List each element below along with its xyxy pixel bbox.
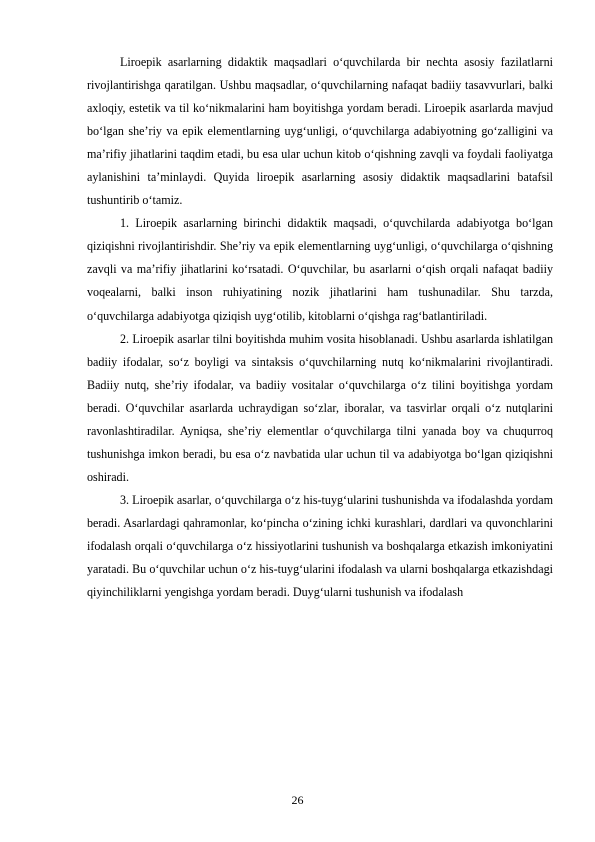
paragraph-intro: Liroepik asarlarning didaktik maqsadlari o‘quvchilarda bir nechta asosiy fazilatlarni rivojlantirishga qaratilgan. Ushbu maqsadlar, o‘quvchilarning nafaqat badiiy tasavvurlari, balki axloqiy, estetik va til ko‘nikmalarini ham boyitishga yordam beradi. Liroepik asarlarda mavjud bo‘lgan she’riy va epik elementlarning uyg‘unligi, o‘quvchilarga adabiyotning go‘zalligini va ma’rifiy jihatlarini taqdim etadi, bu esa ular uchun kitob o‘qishning zavqli va foydali faoliyatga aylanishini ta’minlaydi. Quyida liroepik asarlarning asosiy didaktik maqsadlarini batafsil tushuntirib o‘tamiz.: [87, 55, 553, 208]
paragraph-goal-2: 2. Liroepik asarlar tilni boyitishda muhim vosita hisoblanadi. Ushbu asarlarda ishlatilgan badiiy ifodalar, so‘z boyligi va sintaksis o‘quvchilarning nutq ko‘nikmalarini rivojlantiradi. Badiiy nutq, she’riy ifodalar, va badiiy vositalar o‘quvchilarga o‘z tilini boyitishga yordam beradi. O‘quvchilar asarlarda uchraydigan so‘zlar, iboralar, va tasvirlar orqali o‘z nutqlarini ravonlashtiradilar. Ayniqsa, she’riy elementlar o‘quvchilarga tilni yanada boy va chuqurroq tushunishga imkon beradi, bu esa o‘z navbatida ular uchun til va adabiyotga bo‘lgan qiziqishni oshiradi.: [87, 331, 553, 484]
paragraph-goal-3: 3. Liroepik asarlar, o‘quvchilarga o‘z his-tuyg‘ularini tushunishda va ifodalashda yordam beradi. Asarlardagi qahramonlar, ko‘pincha o‘zining ichki kurashlari, dardlari va quvonchlarini ifodalash orqali o‘quvchilarga o‘z hissiyotlarini tushunish va boshqalarga etkazish imkoniyatini yaratadi. Bu o‘quvchilar uchun o‘z his-tuyg‘ularini ifodalash va ularni boshqalarga etkazishdagi qiyinchiliklarni yengishga yordam beradi. Duyg‘ularni tushunish va ifodalash: [87, 492, 553, 600]
page-number: 26: [291, 793, 304, 807]
paragraph-goal-1: 1. Liroepik asarlarning birinchi didaktik maqsadi, o‘quvchilarda adabiyotga bo‘lgan qiziqishni rivojlantirishdir. She’riy va epik elementlarning uyg‘unligi, o‘quvchilarga o‘qishning zavqli va ma’rifiy jihatlarini ko‘rsatadi. O‘quvchilar, bu asarlarni o‘qish orqali nafaqat badiiy voqealarni, balki inson ruhiyatining nozik jihatlarini ham tushunadilar. Shu tarzda, o‘quvchilarga adabiyotga qiziqish uyg‘otilib, kitoblarni o‘qishga rag‘batlantiriladi.: [87, 216, 553, 323]
document-page: [87, 51, 553, 604]
